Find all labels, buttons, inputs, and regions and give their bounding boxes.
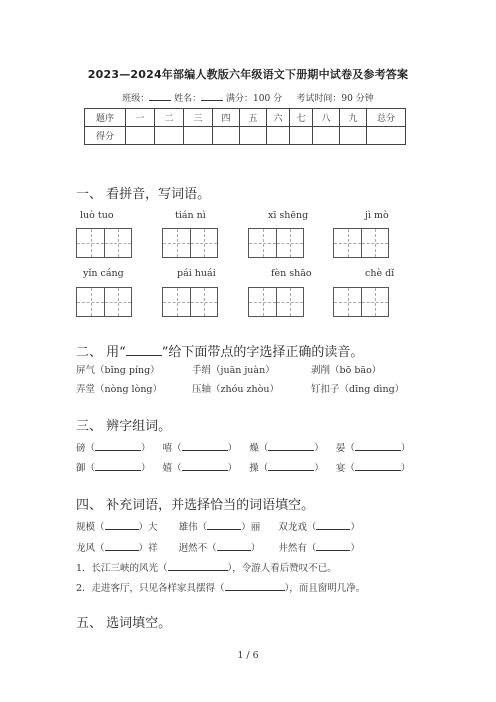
exam-info [0,91,496,104]
pinyin-5: yǐn cáng [83,268,124,279]
answer-blank[interactable] [355,461,401,471]
reading-option[interactable]: 手绢（juān juàn） [192,365,275,376]
score-cell[interactable] [313,127,340,145]
char-item: 御（ [76,463,96,474]
section-2-text-b: ”给下面带点的字选择正确的读音。 [161,345,364,360]
answer-blank[interactable] [168,561,228,571]
score-value-row [85,127,406,145]
writing-grid-8[interactable] [333,287,389,317]
pinyin-2: tián nì [175,210,206,221]
header-cell: 四 [213,109,240,127]
header-cell: 总分 [367,109,406,127]
score-cell[interactable] [240,127,267,145]
score-header-row [85,109,406,127]
score-cell[interactable] [155,127,184,145]
full-score: 满分：100 分 [226,94,283,104]
header-cell: 七 [290,109,313,127]
section-4-heading: 四、 补充词语，并选择恰当的词语填空。 [76,498,315,513]
score-cell[interactable] [213,127,240,145]
idiom-prefix: 雄伟（ [178,522,208,533]
paren-close: ） [227,443,238,454]
score-cell[interactable] [184,127,213,145]
sentence-text: 2．走进客厅，只见各样家具摆得（ [76,583,225,594]
reading-option[interactable]: 剥削（bō bāo） [311,365,382,376]
idiom-suffix: ）大 [138,522,158,533]
sentence-text: 1．长江三峡的风光（ [76,563,168,574]
header-cell: 三 [184,109,213,127]
idiom-suffix: ） [250,543,261,554]
paren-close: ） [314,443,324,454]
score-cell[interactable] [126,127,155,145]
writing-grid-5[interactable] [76,287,132,317]
pinyin-7: fèn shāo [271,268,312,279]
header-cell: 六 [267,109,290,127]
pinyin-6: pái huái [177,268,216,279]
char-item: 操（ [249,463,269,474]
answer-blank[interactable] [355,441,401,451]
char-item: 晏（ [335,443,355,454]
idiom-prefix: 龙风（ [76,543,105,554]
section-1-heading: 一、 看拼音，写词语。 [76,187,211,202]
pinyin-4: jì mò [365,210,389,221]
idiom-prefix: 双龙戏（ [278,522,317,533]
answer-blank[interactable] [268,461,314,471]
writing-grid-1[interactable] [76,228,132,258]
idiom-suffix: ） [350,522,360,533]
idiom-row-2 [76,540,360,554]
idiom-prefix: 迥然不（ [178,543,217,554]
fill-sentence-2 [76,580,365,594]
answer-blank[interactable] [217,541,251,551]
idiom-prefix: 井然有（ [278,543,317,554]
score-cell[interactable] [290,127,313,145]
paren-close: ） [400,463,411,474]
sentence-text: ），而且窗明几净。 [284,583,366,594]
idiom-suffix: ）丽 [241,522,261,533]
page-title: 2023—2024年部编人教版六年级语文下册期中试卷及参考答案 [87,68,409,81]
header-cell: 九 [340,109,367,127]
reading-option[interactable]: 弄堂（nòng lòng） [76,384,163,395]
score-table [84,108,406,145]
word-group-row-1 [76,440,410,454]
answer-blank[interactable] [225,581,285,591]
header-cell: 题序 [85,109,126,127]
char-item: 宴（ [335,463,355,474]
char-item: 磅（ [76,443,96,454]
page-number: 1 / 6 [237,650,259,661]
char-item: 嘻（ [162,443,182,454]
pinyin-1: luò tuo [80,210,114,221]
name-blank[interactable] [201,91,223,101]
answer-blank[interactable] [316,541,350,551]
answer-blank[interactable] [105,520,139,530]
score-row-label: 得分 [85,127,126,145]
paren-close: ） [314,463,324,474]
answer-blank[interactable] [316,520,350,530]
paren-close: ） [400,443,411,454]
writing-grid-3[interactable] [248,228,304,258]
idiom-row-1 [76,519,360,533]
header-cell: 八 [313,109,340,127]
answer-blank[interactable] [207,520,241,530]
writing-grid-7[interactable] [248,287,304,317]
header-cell: 五 [240,109,267,127]
answer-blank[interactable] [105,541,139,551]
sentence-text: ），令游人看后赞叹不已。 [227,563,337,574]
exam-time: 考试时间：90 分钟 [296,94,374,104]
section-2-underline [126,344,162,356]
writing-grid-4[interactable] [333,228,389,258]
answer-blank[interactable] [268,441,314,451]
section-2-heading [76,341,363,360]
answer-blank[interactable] [95,461,141,471]
fill-sentence-1 [76,560,337,574]
header-cell: 一 [126,109,155,127]
idiom-prefix: 规模（ [76,522,105,533]
reading-option[interactable]: 屏气（bǐng píng） [76,365,160,376]
score-cell[interactable] [367,127,406,145]
idiom-suffix: ）祥 [138,543,158,554]
class-label: 班级： [122,94,150,104]
score-cell[interactable] [340,127,367,145]
header-cell: 二 [155,109,184,127]
section-5-heading: 五、 选词填空。 [76,616,172,631]
pinyin-8: chè dǐ [365,268,395,279]
answer-blank[interactable] [95,441,141,451]
score-cell[interactable] [267,127,290,145]
char-item: 嬉（ [162,463,182,474]
reading-option[interactable]: 钉扣子（dīng dìng） [311,384,405,395]
pinyin-3: xī shēng [268,210,309,221]
name-label: 姓名： [174,94,202,104]
section-3-heading: 三、 辨字组词。 [76,419,172,434]
writing-grid-6[interactable] [162,287,218,317]
paren-close: ） [141,463,151,474]
idiom-suffix: ） [350,543,360,554]
answer-blank[interactable] [182,461,228,471]
answer-blank[interactable] [182,441,228,451]
char-item: 燥（ [249,443,269,454]
section-2-text-a: 二、 用“ [76,345,126,360]
paren-close: ） [141,443,151,454]
paren-close: ） [227,463,238,474]
class-blank[interactable] [149,91,171,101]
word-group-row-2 [76,460,410,474]
reading-option[interactable]: 压轴（zhóu zhòu） [192,384,279,395]
writing-grid-2[interactable] [162,228,218,258]
